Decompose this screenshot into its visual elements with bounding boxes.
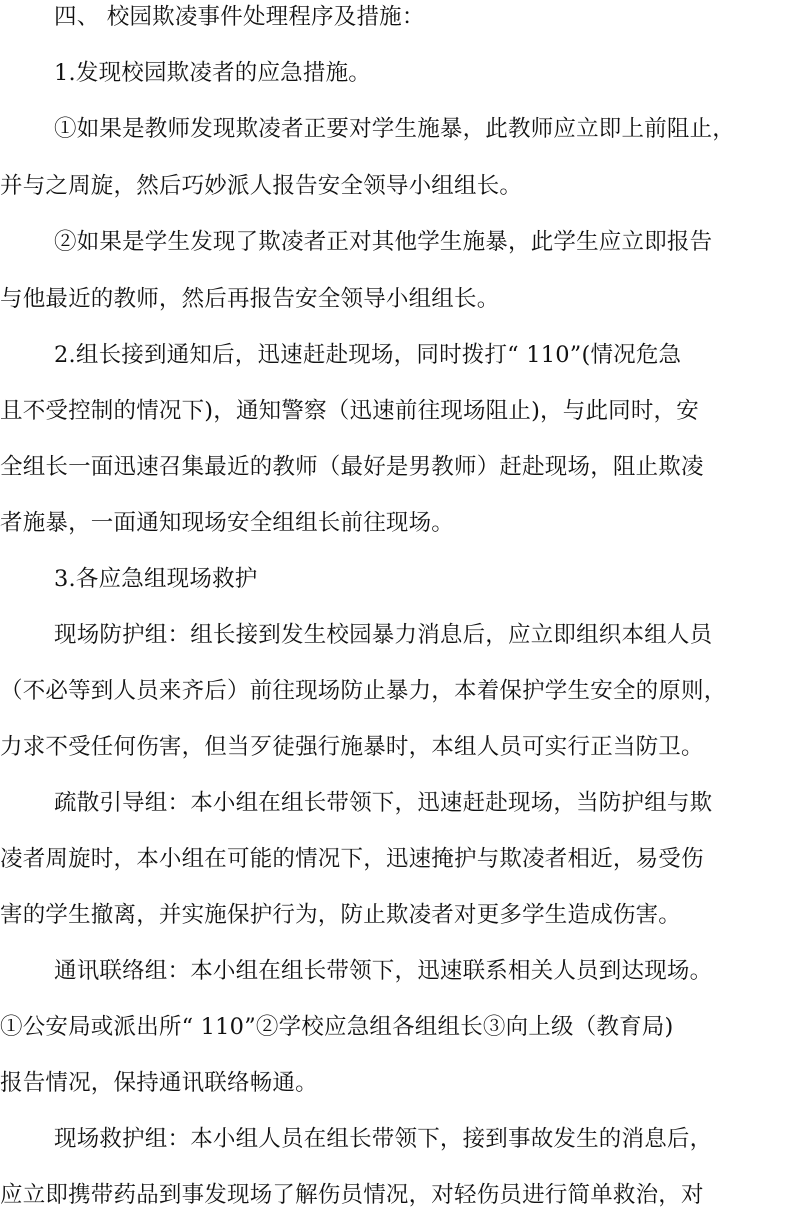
communication-group-line2: ①公安局或派出所“ 110”②学校应急组各组组长③向上级（教育局) — [0, 1014, 674, 1040]
item2-line2: 且不受控制的情况下)，通知警察（迅速前往现场阻止)，与此同时，安 — [0, 398, 699, 424]
protection-group-line1: 现场防护组：组长接到发生校园暴力消息后，应立即组织本组人员 — [54, 622, 713, 648]
rescue-group-line2: 应立即携带药品到事发现场了解伤员情况，对轻伤员进行简单救治，对 — [0, 1182, 704, 1208]
item2-line1: 2.组长接到通知后，迅速赶赴现场，同时拨打“ 110”(情况危急 — [54, 342, 682, 368]
item1-title: 1.发现校园欺凌者的应急措施。 — [54, 60, 371, 86]
rescue-group-line1: 现场救护组：本小组人员在组长带领下，接到事故发生的消息后， — [54, 1126, 713, 1152]
evacuation-group-line2: 凌者周旋时，本小组在可能的情况下，迅速掩护与欺凌者相近，易受伤 — [0, 846, 704, 872]
section-heading: 四、 校园欺凌事件处理程序及措施： — [54, 4, 425, 30]
communication-group-line3: 报告情况，保持通讯联络畅通。 — [0, 1070, 318, 1096]
item1-paragraph2-line2: 与他最近的教师，然后再报告安全领导小组组长。 — [0, 286, 500, 312]
item2-line3: 全组长一面迅速召集最近的教师（最好是男教师）赶赴现场，阻止欺凌 — [0, 454, 704, 480]
item3-title: 3.各应急组现场救护 — [54, 566, 258, 592]
item1-paragraph2-line1: ②如果是学生发现了欺凌者正对其他学生施暴，此学生应立即报告 — [54, 229, 713, 255]
communication-group-line1: 通讯联络组：本小组在组长带领下，迅速联系相关人员到达现场。 — [54, 958, 713, 984]
protection-group-line3: 力求不受任何伤害，但当歹徒强行施暴时，本组人员可实行正当防卫。 — [0, 734, 704, 760]
item1-paragraph1-line2: 并与之周旋，然后巧妙派人报告安全领导小组组长。 — [0, 173, 523, 199]
item1-paragraph1-line1: ①如果是教师发现欺凌者正要对学生施暴，此教师应立即上前阻止， — [54, 116, 736, 142]
item2-line4: 者施暴，一面通知现场安全组组长前往现场。 — [0, 510, 455, 536]
evacuation-group-line3: 害的学生撤离，并实施保护行为，防止欺凌者对更多学生造成伤害。 — [0, 902, 682, 928]
evacuation-group-line1: 疏散引导组：本小组在组长带领下，迅速赶赴现场，当防护组与欺 — [54, 790, 713, 816]
protection-group-line2: （不必等到人员来齐后）前往现场防止暴力，本着保护学生安全的原则， — [0, 678, 727, 704]
